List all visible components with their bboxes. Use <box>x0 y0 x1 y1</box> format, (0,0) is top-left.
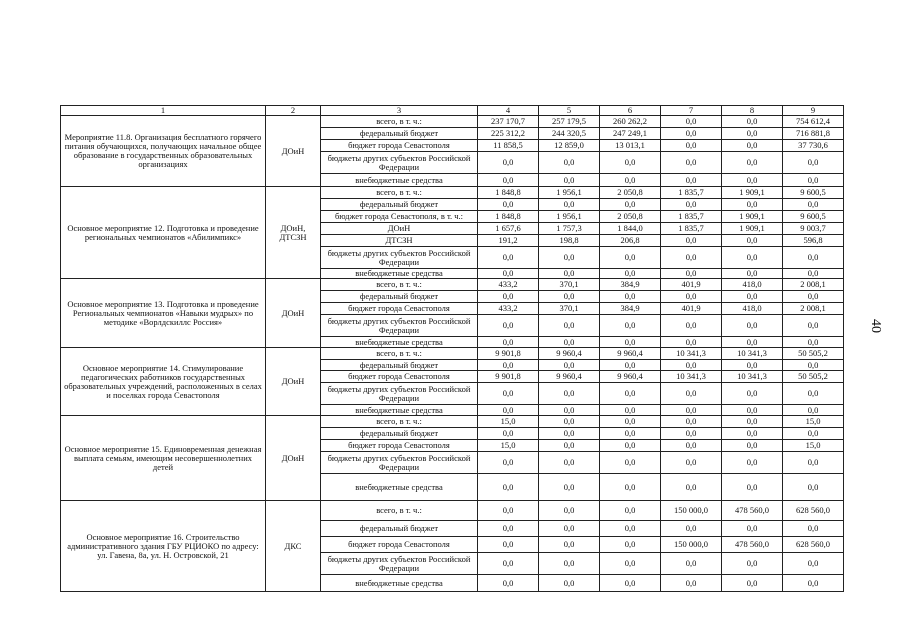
amount-cell: 10 341,3 <box>722 371 783 383</box>
amount-cell: 225 312,2 <box>478 128 539 140</box>
amount-cell: 0,0 <box>722 474 783 501</box>
amount-cell: 0,0 <box>539 428 600 440</box>
amount-cell: 50 505,2 <box>783 371 844 383</box>
amount-cell: 37 730,6 <box>783 140 844 152</box>
amount-cell: 0,0 <box>600 501 661 521</box>
amount-cell: 0,0 <box>661 452 722 474</box>
column-number: 7 <box>661 106 722 116</box>
amount-cell: 0,0 <box>539 291 600 303</box>
column-number: 1 <box>61 106 266 116</box>
funding-source: всего, в т. ч.: <box>321 348 478 360</box>
amount-cell: 370,1 <box>539 303 600 315</box>
amount-cell: 0,0 <box>722 452 783 474</box>
amount-cell: 1 848,8 <box>478 211 539 223</box>
amount-cell: 0,0 <box>783 474 844 501</box>
funding-source: бюджеты других субъектов Российской Федерации <box>321 383 478 405</box>
amount-cell: 0,0 <box>661 521 722 537</box>
amount-cell: 0,0 <box>661 474 722 501</box>
funding-source: бюджет города Севастополя <box>321 303 478 315</box>
column-number: 6 <box>600 106 661 116</box>
amount-cell: 0,0 <box>783 315 844 337</box>
amount-cell: 0,0 <box>722 315 783 337</box>
amount-cell: 0,0 <box>478 269 539 279</box>
amount-cell: 0,0 <box>661 405 722 416</box>
amount-cell: 0,0 <box>478 360 539 371</box>
amount-cell: 1 909,1 <box>722 187 783 199</box>
amount-cell: 0,0 <box>783 521 844 537</box>
amount-cell: 401,9 <box>661 303 722 315</box>
amount-cell: 0,0 <box>478 575 539 592</box>
page-number: 40 <box>868 319 883 333</box>
amount-cell: 0,0 <box>539 383 600 405</box>
amount-cell: 0,0 <box>722 360 783 371</box>
financing-table <box>60 105 844 592</box>
funding-source: бюджет города Севастополя, в т. ч.: <box>321 211 478 223</box>
amount-cell: 0,0 <box>661 575 722 592</box>
amount-cell: 0,0 <box>600 452 661 474</box>
amount-cell: 0,0 <box>478 553 539 575</box>
amount-cell: 0,0 <box>600 405 661 416</box>
activity-name: Мероприятие 11.8. Организация бесплатного горячего питания обучающихся, получающих начальное общее образование в государственных образовательных организациях <box>61 116 266 187</box>
amount-cell: 0,0 <box>722 428 783 440</box>
amount-cell: 0,0 <box>478 247 539 269</box>
amount-cell: 0,0 <box>539 405 600 416</box>
amount-cell: 0,0 <box>783 575 844 592</box>
amount-cell: 0,0 <box>783 452 844 474</box>
funding-source: всего, в т. ч.: <box>321 116 478 128</box>
amount-cell: 716 881,8 <box>783 128 844 140</box>
amount-cell: 0,0 <box>783 269 844 279</box>
funding-source: внебюджетные средства <box>321 405 478 416</box>
amount-cell: 0,0 <box>600 474 661 501</box>
amount-cell: 1 956,1 <box>539 211 600 223</box>
amount-cell: 0,0 <box>661 128 722 140</box>
amount-cell: 0,0 <box>661 247 722 269</box>
responsible-executor: ДКС <box>266 501 321 592</box>
amount-cell: 9 960,4 <box>600 348 661 360</box>
amount-cell: 0,0 <box>600 416 661 428</box>
funding-source: внебюджетные средства <box>321 474 478 501</box>
amount-cell: 0,0 <box>539 337 600 348</box>
amount-cell: 0,0 <box>600 360 661 371</box>
activity-name: Основное мероприятие 16. Строительство административного здания ГБУ РЦИОКО по адресу: ул. Гавена, 8а, ул. Н. Островской, 21 <box>61 501 266 592</box>
column-number: 8 <box>722 106 783 116</box>
amount-cell: 0,0 <box>478 174 539 187</box>
amount-cell: 0,0 <box>539 152 600 174</box>
amount-cell: 260 262,2 <box>600 116 661 128</box>
amount-cell: 0,0 <box>478 405 539 416</box>
amount-cell: 9 003,7 <box>783 223 844 235</box>
amount-cell: 0,0 <box>783 199 844 211</box>
amount-cell: 0,0 <box>722 575 783 592</box>
amount-cell: 0,0 <box>722 116 783 128</box>
funding-source: внебюджетные средства <box>321 269 478 279</box>
amount-cell: 2 050,8 <box>600 187 661 199</box>
amount-cell: 9 901,8 <box>478 371 539 383</box>
amount-cell: 0,0 <box>783 553 844 575</box>
table-row <box>61 116 844 128</box>
amount-cell: 0,0 <box>478 474 539 501</box>
amount-cell: 10 341,3 <box>661 348 722 360</box>
amount-cell: 0,0 <box>539 247 600 269</box>
funding-source: всего, в т. ч.: <box>321 501 478 521</box>
amount-cell: 1 657,6 <box>478 223 539 235</box>
amount-cell: 0,0 <box>722 128 783 140</box>
amount-cell: 0,0 <box>722 140 783 152</box>
amount-cell: 1 909,1 <box>722 211 783 223</box>
amount-cell: 0,0 <box>478 521 539 537</box>
amount-cell: 0,0 <box>600 174 661 187</box>
amount-cell: 0,0 <box>600 291 661 303</box>
funding-source: всего, в т. ч.: <box>321 187 478 199</box>
amount-cell: 0,0 <box>539 315 600 337</box>
funding-source: внебюджетные средства <box>321 174 478 187</box>
amount-cell: 0,0 <box>600 152 661 174</box>
amount-cell: 0,0 <box>661 315 722 337</box>
amount-cell: 15,0 <box>478 440 539 452</box>
amount-cell: 401,9 <box>661 279 722 291</box>
amount-cell: 191,2 <box>478 235 539 247</box>
funding-source: всего, в т. ч.: <box>321 279 478 291</box>
amount-cell: 0,0 <box>661 383 722 405</box>
amount-cell: 9 960,4 <box>539 348 600 360</box>
amount-cell: 10 341,3 <box>661 371 722 383</box>
amount-cell: 0,0 <box>722 405 783 416</box>
funding-source: федеральный бюджет <box>321 360 478 371</box>
amount-cell: 0,0 <box>539 501 600 521</box>
amount-cell: 0,0 <box>783 152 844 174</box>
amount-cell: 9 600,5 <box>783 211 844 223</box>
funding-source: бюджеты других субъектов Российской Федерации <box>321 152 478 174</box>
activity-name: Основное мероприятие 14. Стимулирование педагогических работников государственных образовательных учреждений, расположенных в селах и поселках города Севастополя <box>61 348 266 416</box>
amount-cell: 0,0 <box>661 440 722 452</box>
funding-source: бюджет города Севастополя <box>321 440 478 452</box>
amount-cell: 0,0 <box>783 383 844 405</box>
table-row <box>61 416 844 428</box>
amount-cell: 0,0 <box>539 553 600 575</box>
funding-source: бюджеты других субъектов Российской Федерации <box>321 553 478 575</box>
amount-cell: 10 341,3 <box>722 348 783 360</box>
amount-cell: 1 835,7 <box>661 187 722 199</box>
amount-cell: 384,9 <box>600 279 661 291</box>
amount-cell: 433,2 <box>478 279 539 291</box>
amount-cell: 0,0 <box>478 428 539 440</box>
amount-cell: 0,0 <box>600 247 661 269</box>
amount-cell: 1 757,3 <box>539 223 600 235</box>
funding-source: федеральный бюджет <box>321 128 478 140</box>
funding-source: федеральный бюджет <box>321 521 478 537</box>
amount-cell: 50 505,2 <box>783 348 844 360</box>
amount-cell: 0,0 <box>661 140 722 152</box>
funding-source: бюджеты других субъектов Российской Федерации <box>321 452 478 474</box>
amount-cell: 754 612,4 <box>783 116 844 128</box>
amount-cell: 0,0 <box>722 269 783 279</box>
amount-cell: 0,0 <box>478 315 539 337</box>
amount-cell: 384,9 <box>600 303 661 315</box>
amount-cell: 0,0 <box>539 474 600 501</box>
amount-cell: 0,0 <box>661 235 722 247</box>
amount-cell: 1 844,0 <box>600 223 661 235</box>
amount-cell: 0,0 <box>600 537 661 553</box>
amount-cell: 13 013,1 <box>600 140 661 152</box>
amount-cell: 0,0 <box>722 174 783 187</box>
amount-cell: 9 960,4 <box>539 371 600 383</box>
column-number: 4 <box>478 106 539 116</box>
amount-cell: 15,0 <box>783 440 844 452</box>
amount-cell: 0,0 <box>539 537 600 553</box>
amount-cell: 0,0 <box>783 360 844 371</box>
table-row <box>61 348 844 360</box>
funding-source: бюджеты других субъектов Российской Федерации <box>321 247 478 269</box>
amount-cell: 0,0 <box>722 383 783 405</box>
amount-cell: 9 600,5 <box>783 187 844 199</box>
funding-source: федеральный бюджет <box>321 199 478 211</box>
amount-cell: 0,0 <box>722 521 783 537</box>
column-number: 9 <box>783 106 844 116</box>
table-row <box>61 187 844 199</box>
funding-source: бюджет города Севастополя <box>321 140 478 152</box>
funding-source: внебюджетные средства <box>321 337 478 348</box>
amount-cell: 0,0 <box>661 269 722 279</box>
amount-cell: 206,8 <box>600 235 661 247</box>
amount-cell: 0,0 <box>600 269 661 279</box>
amount-cell: 15,0 <box>478 416 539 428</box>
amount-cell: 150 000,0 <box>661 537 722 553</box>
amount-cell: 0,0 <box>478 199 539 211</box>
amount-cell: 1 909,1 <box>722 223 783 235</box>
amount-cell: 628 560,0 <box>783 501 844 521</box>
amount-cell: 0,0 <box>661 337 722 348</box>
amount-cell: 1 848,8 <box>478 187 539 199</box>
amount-cell: 0,0 <box>600 553 661 575</box>
amount-cell: 628 560,0 <box>783 537 844 553</box>
amount-cell: 0,0 <box>661 174 722 187</box>
amount-cell: 0,0 <box>661 152 722 174</box>
column-number: 2 <box>266 106 321 116</box>
amount-cell: 0,0 <box>783 428 844 440</box>
amount-cell: 0,0 <box>722 416 783 428</box>
table-row <box>61 501 844 521</box>
amount-cell: 0,0 <box>722 337 783 348</box>
amount-cell: 244 320,5 <box>539 128 600 140</box>
responsible-executor: ДОиН <box>266 416 321 501</box>
amount-cell: 15,0 <box>783 416 844 428</box>
amount-cell: 418,0 <box>722 303 783 315</box>
amount-cell: 0,0 <box>783 174 844 187</box>
amount-cell: 0,0 <box>478 452 539 474</box>
amount-cell: 0,0 <box>478 291 539 303</box>
amount-cell: 150 000,0 <box>661 501 722 521</box>
funding-source: ДТСЗН <box>321 235 478 247</box>
amount-cell: 0,0 <box>661 116 722 128</box>
amount-cell: 257 179,5 <box>539 116 600 128</box>
activity-name: Основное мероприятие 13. Подготовка и проведение Региональных чемпионатов «Навыки мудрых» по методике «Ворлдскиллс Россия» <box>61 279 266 348</box>
amount-cell: 0,0 <box>722 235 783 247</box>
funding-source: федеральный бюджет <box>321 428 478 440</box>
amount-cell: 0,0 <box>783 291 844 303</box>
amount-cell: 0,0 <box>661 416 722 428</box>
amount-cell: 0,0 <box>478 501 539 521</box>
amount-cell: 0,0 <box>539 575 600 592</box>
amount-cell: 0,0 <box>478 537 539 553</box>
amount-cell: 596,8 <box>783 235 844 247</box>
amount-cell: 12 859,0 <box>539 140 600 152</box>
amount-cell: 0,0 <box>600 440 661 452</box>
amount-cell: 478 560,0 <box>722 537 783 553</box>
amount-cell: 0,0 <box>661 553 722 575</box>
funding-source: внебюджетные средства <box>321 575 478 592</box>
amount-cell: 0,0 <box>722 152 783 174</box>
amount-cell: 0,0 <box>478 383 539 405</box>
amount-cell: 0,0 <box>478 337 539 348</box>
amount-cell: 0,0 <box>539 199 600 211</box>
funding-source: всего, в т. ч.: <box>321 416 478 428</box>
amount-cell: 0,0 <box>661 360 722 371</box>
amount-cell: 0,0 <box>600 337 661 348</box>
amount-cell: 0,0 <box>600 428 661 440</box>
amount-cell: 0,0 <box>600 575 661 592</box>
amount-cell: 1 956,1 <box>539 187 600 199</box>
activity-name: Основное мероприятие 12. Подготовка и проведение региональных чемпионатов «Абилимпикс» <box>61 187 266 279</box>
amount-cell: 0,0 <box>478 152 539 174</box>
table-row <box>61 279 844 291</box>
amount-cell: 0,0 <box>783 405 844 416</box>
amount-cell: 198,8 <box>539 235 600 247</box>
amount-cell: 0,0 <box>661 428 722 440</box>
activity-name: Основное мероприятие 15. Единовременная денежная выплата семьям, имеющим несовершеннолетних детей <box>61 416 266 501</box>
amount-cell: 0,0 <box>722 247 783 269</box>
amount-cell: 0,0 <box>600 315 661 337</box>
amount-cell: 9 960,4 <box>600 371 661 383</box>
amount-cell: 0,0 <box>539 521 600 537</box>
amount-cell: 478 560,0 <box>722 501 783 521</box>
amount-cell: 0,0 <box>661 291 722 303</box>
amount-cell: 0,0 <box>722 553 783 575</box>
responsible-executor: ДОиН <box>266 348 321 416</box>
amount-cell: 0,0 <box>722 440 783 452</box>
funding-source: федеральный бюджет <box>321 291 478 303</box>
amount-cell: 1 835,7 <box>661 223 722 235</box>
responsible-executor: ДОиН, ДТСЗН <box>266 187 321 279</box>
amount-cell: 0,0 <box>600 383 661 405</box>
amount-cell: 433,2 <box>478 303 539 315</box>
amount-cell: 0,0 <box>783 337 844 348</box>
funding-source: бюджет города Севастополя <box>321 371 478 383</box>
amount-cell: 247 249,1 <box>600 128 661 140</box>
amount-cell: 1 835,7 <box>661 211 722 223</box>
amount-cell: 0,0 <box>539 174 600 187</box>
amount-cell: 0,0 <box>600 199 661 211</box>
amount-cell: 0,0 <box>600 521 661 537</box>
funding-source: бюджет города Севастополя <box>321 537 478 553</box>
amount-cell: 2 050,8 <box>600 211 661 223</box>
amount-cell: 0,0 <box>722 291 783 303</box>
amount-cell: 237 170,7 <box>478 116 539 128</box>
amount-cell: 0,0 <box>661 199 722 211</box>
amount-cell: 0,0 <box>783 247 844 269</box>
amount-cell: 0,0 <box>539 360 600 371</box>
amount-cell: 2 008,1 <box>783 303 844 315</box>
amount-cell: 0,0 <box>539 269 600 279</box>
amount-cell: 0,0 <box>539 440 600 452</box>
funding-source: ДОиН <box>321 223 478 235</box>
column-number-row <box>61 106 844 116</box>
amount-cell: 9 901,8 <box>478 348 539 360</box>
column-number: 5 <box>539 106 600 116</box>
responsible-executor: ДОиН <box>266 116 321 187</box>
amount-cell: 11 858,5 <box>478 140 539 152</box>
amount-cell: 370,1 <box>539 279 600 291</box>
amount-cell: 0,0 <box>539 452 600 474</box>
amount-cell: 0,0 <box>539 416 600 428</box>
amount-cell: 418,0 <box>722 279 783 291</box>
amount-cell: 2 008,1 <box>783 279 844 291</box>
amount-cell: 0,0 <box>722 199 783 211</box>
funding-source: бюджеты других субъектов Российской Федерации <box>321 315 478 337</box>
column-number: 3 <box>321 106 478 116</box>
responsible-executor: ДОиН <box>266 279 321 348</box>
